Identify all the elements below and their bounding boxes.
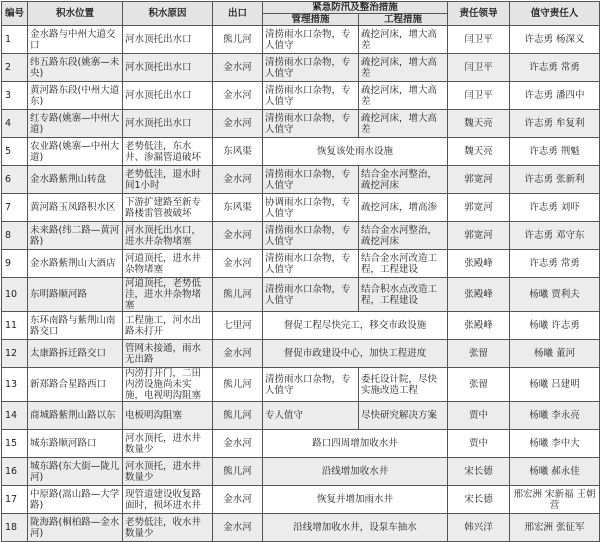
cell-location: 新郑路合星路西口 [28,368,123,402]
cell-exit: 熊儿河 [213,26,263,54]
cell-management: 协调雨水口杂物，专人值守 [263,194,359,222]
cell-engineering: 疏挖河床，增大高差 [359,82,448,110]
table-body [2,26,600,542]
cell-location: 未来路(纬二路—黄河路) [28,222,123,250]
cell-leader: 贾中 [448,402,510,430]
flood-control-table [1,1,600,542]
cell-leader: 宋长德 [448,458,510,486]
cell-location: 纬五路东段(姚寨—未央) [28,54,123,82]
table-row [2,340,600,368]
cell-location: 陇海路(桐柏路—金水河) [28,514,123,542]
cell-exit: 金水河 [213,110,263,138]
cell-exit: 熊儿河 [213,402,263,430]
cell-leader: 郭宽河 [448,194,510,222]
table-row [2,458,600,486]
table-row [2,222,600,250]
cell-duty: 杨曦 贾利夫 [510,278,600,312]
cell-no: 13 [2,368,28,402]
cell-engineering: 疏挖河床，增大高差 [359,54,448,82]
cell-management: 清捞雨水口杂物，专人值守 [263,82,359,110]
table-row [2,54,600,82]
header-engineering: 工程措施 [359,14,448,26]
header-duty: 值守责任人 [510,2,600,26]
cell-leader: 闫卫平 [448,82,510,110]
cell-location: 黄河路玉凤路积水区 [28,194,123,222]
cell-exit: 金水河 [213,82,263,110]
cell-management: 清捞雨水口杂物，专人值守 [263,54,359,82]
cell-location: 黄河路东段(中州大道东) [28,82,123,110]
cell-merged: 督促市政建设中心，加快工程进度 [263,340,448,368]
cell-no: 5 [2,138,28,166]
cell-engineering: 疏挖河床，增大高差 [359,110,448,138]
header-cause: 积水原因 [123,2,213,26]
cell-management: 清捞雨水口杂物，专人值守 [263,368,359,402]
cell-duty: 杨曦 许志勇 [510,312,600,340]
header-location: 积水位置 [28,2,123,26]
header-management: 管理措施 [263,14,359,26]
cell-location: 东明路顺河路 [28,278,123,312]
cell-location: 金水路与中州大道交口 [28,26,123,54]
cell-management: 专人值守 [263,402,359,430]
cell-cause: 河水顶托出水口 [123,54,213,82]
cell-engineering: 疏挖河床，增大高差 [359,26,448,54]
cell-merged: 沿线增加收水井 [263,458,448,486]
table-row [2,278,600,312]
cell-duty: 许志勇 刘吓 [510,194,600,222]
cell-exit: 金水河 [213,222,263,250]
cell-location: 商城路紫荆山路以东 [28,402,123,430]
table-row [2,26,600,54]
cell-duty: 邢宏洲 张征军 [510,514,600,542]
cell-engineering: 结合金水河整治，疏挖河床 [359,166,448,194]
cell-no: 3 [2,82,28,110]
cell-exit: 金水河 [213,54,263,82]
cell-exit: 七里河 [213,312,263,340]
table-row [2,194,600,222]
cell-duty: 许志勇 张新利 [510,166,600,194]
table-row [2,486,600,514]
cell-leader: 宋长德 [448,486,510,514]
cell-exit: 金水河 [213,514,263,542]
cell-leader: 魏天亮 [448,110,510,138]
cell-exit: 东风渠 [213,194,263,222]
cell-leader: 郭宽河 [448,166,510,194]
table-row [2,312,600,340]
cell-no: 7 [2,194,28,222]
cell-duty: 许志勇 杨深义 [510,26,600,54]
cell-no: 8 [2,222,28,250]
cell-duty: 杨曦 李永亮 [510,402,600,430]
cell-location: 太康路拆迁路交口 [28,340,123,368]
cell-cause: 河水顶托出水口 [123,110,213,138]
cell-no: 2 [2,54,28,82]
cell-merged: 恢复并增加雨水井 [263,486,448,514]
header-exit: 出口 [213,2,263,26]
cell-cause: 电板明沟阻塞 [123,402,213,430]
cell-cause: 河水顶托出水口，进水井杂物堵塞 [123,222,213,250]
cell-merged: 督促工程尽快完工，移交市政设施 [263,312,448,340]
cell-cause: 下游扩建路至新专路楼雷管被破坏 [123,194,213,222]
cell-location: 城东路(东大街—陇儿河) [28,458,123,486]
cell-cause: 现管道建设收复路面时，损坏进水井 [123,486,213,514]
table-row [2,514,600,542]
cell-leader: 贾中 [448,430,510,458]
cell-management: 清捞雨水口杂物，专人值守 [263,222,359,250]
cell-cause: 河水顶托，进水井数量少 [123,458,213,486]
cell-exit: 金水河 [213,340,263,368]
cell-location: 城东路顺河路口 [28,430,123,458]
cell-cause: 河水顶托出水口 [123,26,213,54]
cell-cause: 河水顶托，进水井数量少 [123,430,213,458]
cell-exit: 金水河 [213,486,263,514]
cell-cause: 河水顶托出水口 [123,82,213,110]
cell-management: 清捞雨水口杂物，专人值守 [263,26,359,54]
cell-duty: 杨曦 董河 [510,340,600,368]
header-no: 编号 [2,2,28,26]
cell-leader: 郭宽河 [448,222,510,250]
cell-no: 1 [2,26,28,54]
cell-management: 清捞雨水口杂物，专人值守 [263,110,359,138]
cell-no: 9 [2,250,28,278]
cell-no: 11 [2,312,28,340]
cell-exit: 熊儿河 [213,278,263,312]
cell-engineering: 疏挖河床，增高渗 [359,194,448,222]
header-measures: 紧急防汛及整治措施 [263,2,448,14]
table-row [2,250,600,278]
table-row [2,110,600,138]
cell-no: 4 [2,110,28,138]
cell-merged: 恢复该处雨水设施 [263,138,448,166]
cell-no: 12 [2,340,28,368]
cell-cause: 内涝打开门，二田内涝设施尚未实施，电视明沟阻塞 [123,368,213,402]
cell-leader: 闫卫平 [448,26,510,54]
cell-duty: 许志勇 荆魁 [510,138,600,166]
cell-duty: 许志勇 邓守东 [510,222,600,250]
cell-no: 16 [2,458,28,486]
cell-leader: 魏天亮 [448,138,510,166]
cell-duty: 杨曦 郝永佳 [510,458,600,486]
cell-location: 东环南路与紫荆山南路交口 [28,312,123,340]
cell-leader: 韩兴洋 [448,514,510,542]
cell-no: 6 [2,166,28,194]
cell-leader: 闫卫平 [448,54,510,82]
cell-no: 10 [2,278,28,312]
table-row [2,138,600,166]
cell-exit: 金水河 [213,250,263,278]
cell-no: 14 [2,402,28,430]
cell-exit: 金水河 [213,430,263,458]
cell-management: 清捞雨水口杂物，专人值守 [263,278,359,312]
table-row [2,166,600,194]
cell-leader: 张留 [448,368,510,402]
cell-engineering: 委托设计院，尽快实施改造工程 [359,368,448,402]
cell-engineering: 结合金水河改造工程，工程建设 [359,250,448,278]
cell-cause: 河道顶托，进水井杂物堵塞 [123,250,213,278]
cell-leader: 张留 [448,340,510,368]
cell-exit: 熊儿河 [213,458,263,486]
cell-merged: 路口四周增加收水井 [263,430,448,458]
cell-leader: 张殿峰 [448,312,510,340]
cell-duty: 许志勇 常勇 [510,54,600,82]
cell-management: 清捞雨水口杂物，专人值守 [263,250,359,278]
cell-duty: 邢宏洲 宋新福 王朝营 [510,486,600,514]
cell-exit: 东风渠 [213,138,263,166]
cell-location: 中原路(嵩山路—大学路) [28,486,123,514]
cell-location: 农业路(姚寨—中州大道) [28,138,123,166]
cell-location: 红专路(姚寨—中州大道) [28,110,123,138]
table-row [2,82,600,110]
cell-engineering: 尽快研究解决方案 [359,402,448,430]
cell-location: 金水路紫荆山大酒店 [28,250,123,278]
cell-cause: 河道顶托，老势低洼，进水井杂物堵塞 [123,278,213,312]
cell-engineering: 结合积水点改造工程，工程建设 [359,278,448,312]
cell-management: 清捞雨水口杂物，专人值守 [263,166,359,194]
cell-exit: 金水河 [213,166,263,194]
cell-duty: 杨曦 吕建明 [510,368,600,402]
cell-no: 18 [2,514,28,542]
cell-cause: 工程施工，河水出路未打开 [123,312,213,340]
cell-exit: 熊儿河 [213,368,263,402]
cell-leader: 张殿峰 [448,250,510,278]
cell-duty: 杨曦 李中大 [510,430,600,458]
cell-merged: 沿线增加收水井，设泵车抽水 [263,514,448,542]
cell-duty: 许志勇 牟复利 [510,110,600,138]
table-row [2,368,600,402]
cell-cause: 老势低洼，东水井、渗漏管道破坏 [123,138,213,166]
cell-leader: 张殿峰 [448,278,510,312]
cell-no: 17 [2,486,28,514]
cell-duty: 许志勇 常勇 [510,250,600,278]
cell-cause: 管网未接通，雨水无出路 [123,340,213,368]
cell-location: 金水路紫荆山转盘 [28,166,123,194]
table-row [2,430,600,458]
header-leader: 责任领导 [448,2,510,26]
cell-cause: 老势低洼，收水井数量少 [123,514,213,542]
cell-engineering: 结合金水河整治，疏挖河床 [359,222,448,250]
cell-cause: 老势低洼，退水时间1小时 [123,166,213,194]
table-row [2,402,600,430]
cell-no: 15 [2,430,28,458]
cell-duty: 许志勇 潘四中 [510,82,600,110]
